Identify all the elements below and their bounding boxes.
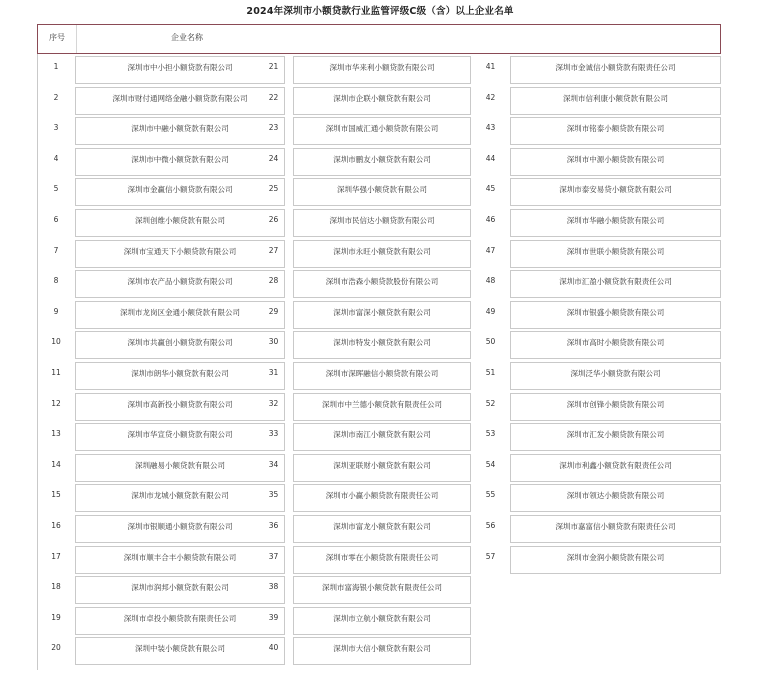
row-number: 51 — [485, 368, 496, 377]
row-number: 1 — [53, 62, 59, 71]
company-name: 深圳融易小额贷款有限公司 — [75, 454, 285, 482]
company-name: 深圳市领达小额贷款有限公司 — [510, 484, 721, 512]
row-number: 55 — [485, 490, 496, 499]
row-number: 25 — [268, 184, 279, 193]
company-name: 深圳市金润小额贷款有限公司 — [510, 546, 721, 574]
row-number: 54 — [485, 460, 496, 469]
row-number: 42 — [485, 93, 496, 102]
row-number: 57 — [485, 552, 496, 561]
company-name: 深圳市中小担小额贷款有限公司 — [75, 56, 285, 84]
row-number: 22 — [268, 93, 279, 102]
row-number: 52 — [485, 399, 496, 408]
row-number: 6 — [53, 215, 59, 224]
company-name: 深圳市富海银小额贷款有限责任公司 — [293, 576, 471, 604]
company-name: 深圳市中微小额贷款有限公司 — [75, 148, 285, 176]
row-number: 28 — [268, 276, 279, 285]
row-number: 34 — [268, 460, 279, 469]
row-number: 5 — [53, 184, 59, 193]
company-name: 深圳亚联财小额贷款有限公司 — [293, 454, 471, 482]
header-seq: 序号 — [49, 33, 65, 42]
row-number: 15 — [51, 490, 61, 499]
company-name: 深圳市创锋小额贷款有限公司 — [510, 393, 721, 421]
company-name: 深圳市国威汇通小额贷款有限公司 — [293, 117, 471, 145]
row-number: 3 — [53, 123, 59, 132]
company-name: 深圳中装小额贷款有限公司 — [75, 637, 285, 665]
row-number: 27 — [268, 246, 279, 255]
company-name: 深圳泛华小额贷款有限公司 — [510, 362, 721, 390]
row-number: 56 — [485, 521, 496, 530]
row-number: 12 — [51, 399, 61, 408]
company-name: 深圳市顺丰合丰小额贷款有限公司 — [75, 546, 285, 574]
company-name: 深圳市利鑫小额贷款有限责任公司 — [510, 454, 721, 482]
row-number: 7 — [53, 246, 59, 255]
company-name: 深圳市鹏友小额贷款有限公司 — [293, 148, 471, 176]
company-name: 深圳市大信小额贷款有限公司 — [293, 637, 471, 665]
company-name: 深圳市汇发小额贷款有限公司 — [510, 423, 721, 451]
company-name: 深圳创维小额贷款有限公司 — [75, 209, 285, 237]
company-name: 深圳市富深小额贷款有限公司 — [293, 301, 471, 329]
company-name: 深圳市南江小额贷款有限公司 — [293, 423, 471, 451]
company-name: 深圳市永旺小额贷款有限公司 — [293, 240, 471, 268]
company-name: 深圳市龙城小额贷款有限公司 — [75, 484, 285, 512]
row-number: 16 — [51, 521, 61, 530]
company-name: 深圳市富龙小额贷款有限公司 — [293, 515, 471, 543]
company-name: 深圳市浩森小额贷款股份有限公司 — [293, 270, 471, 298]
row-number: 8 — [53, 276, 59, 285]
company-name: 深圳市中兰德小额贷款有限责任公司 — [293, 393, 471, 421]
company-name: 深圳市泰安易贷小额贷款有限公司 — [510, 178, 721, 206]
company-name: 深圳市银顺通小额贷款有限公司 — [75, 515, 285, 543]
company-name: 深圳市特发小额贷款有限公司 — [293, 331, 471, 359]
row-number: 44 — [485, 154, 496, 163]
company-name: 深圳市铭泰小额贷款有限公司 — [510, 117, 721, 145]
row-number: 14 — [51, 460, 61, 469]
company-name: 深圳市财付通网络金融小额贷款有限公司 — [75, 87, 285, 115]
company-name: 深圳市嘉富信小额贷款有限责任公司 — [510, 515, 721, 543]
company-name: 深圳市信利康小额贷款有限公司 — [510, 87, 721, 115]
table-header — [37, 24, 721, 54]
company-name: 深圳市润邦小额贷款有限公司 — [75, 576, 285, 604]
company-name: 深圳市金诚信小额贷款有限责任公司 — [510, 56, 721, 84]
row-number: 2 — [53, 93, 59, 102]
row-number: 39 — [268, 613, 279, 622]
row-number: 19 — [51, 613, 61, 622]
row-number: 24 — [268, 154, 279, 163]
company-name: 深圳市农产品小额贷款有限公司 — [75, 270, 285, 298]
company-name: 深圳华强小额贷款有限公司 — [293, 178, 471, 206]
row-number: 30 — [268, 337, 279, 346]
row-number: 53 — [485, 429, 496, 438]
company-name: 深圳市民信达小额贷款有限公司 — [293, 209, 471, 237]
row-number: 31 — [268, 368, 279, 377]
row-number: 41 — [485, 62, 496, 71]
company-name: 深圳市朗华小额贷款有限公司 — [75, 362, 285, 390]
company-name: 深圳市零在小额贷款有限责任公司 — [293, 546, 471, 574]
row-number: 23 — [268, 123, 279, 132]
row-number: 4 — [53, 154, 59, 163]
row-number: 40 — [268, 643, 279, 652]
row-number: 33 — [268, 429, 279, 438]
company-name: 深圳市小赢小额贷款有限责任公司 — [293, 484, 471, 512]
company-name: 深圳市世联小额贷款有限公司 — [510, 240, 721, 268]
row-number: 20 — [51, 643, 61, 652]
row-number: 10 — [51, 337, 61, 346]
company-name: 深圳市汇盈小额贷款有限责任公司 — [510, 270, 721, 298]
company-name: 深圳市共赢创小额贷款有限公司 — [75, 331, 285, 359]
company-name: 深圳市中融小额贷款有限公司 — [75, 117, 285, 145]
row-number: 32 — [268, 399, 279, 408]
row-number: 29 — [268, 307, 279, 316]
row-number: 48 — [485, 276, 496, 285]
row-number: 50 — [485, 337, 496, 346]
row-number: 36 — [268, 521, 279, 530]
company-name: 深圳市华融小额贷款有限公司 — [510, 209, 721, 237]
row-number: 37 — [268, 552, 279, 561]
row-number: 45 — [485, 184, 496, 193]
row-number: 11 — [51, 368, 61, 377]
page-title: 2024年深圳市小额贷款行业监管评级C级（含）以上企业名单 — [246, 6, 514, 17]
row-number: 17 — [51, 552, 61, 561]
row-number: 9 — [53, 307, 59, 316]
company-name: 深圳市深晖融信小额贷款有限公司 — [293, 362, 471, 390]
company-name: 深圳市华宣贷小额贷款有限公司 — [75, 423, 285, 451]
row-number: 18 — [51, 582, 61, 591]
row-number: 13 — [51, 429, 61, 438]
row-number: 38 — [268, 582, 279, 591]
company-name: 深圳市高时小额贷款有限公司 — [510, 331, 721, 359]
company-name: 深圳市银盛小额贷款有限公司 — [510, 301, 721, 329]
company-name: 深圳市卓投小额贷款有限责任公司 — [75, 607, 285, 635]
row-number: 49 — [485, 307, 496, 316]
row-number: 26 — [268, 215, 279, 224]
row-number: 21 — [268, 62, 279, 71]
row-number: 35 — [268, 490, 279, 499]
header-name: 企业名称 — [171, 33, 203, 42]
company-name: 深圳市企联小额贷款有限公司 — [293, 87, 471, 115]
company-name: 深圳市宝通天下小额贷款有限公司 — [75, 240, 285, 268]
company-name: 深圳市金赢信小额贷款有限公司 — [75, 178, 285, 206]
row-number: 47 — [485, 246, 496, 255]
company-name: 深圳市立航小额贷款有限公司 — [293, 607, 471, 635]
company-name: 深圳市龙岗区金通小额贷款有限公司 — [75, 301, 285, 329]
company-name: 深圳市华来利小额贷款有限公司 — [293, 56, 471, 84]
company-name: 深圳市中源小额贷款有限公司 — [510, 148, 721, 176]
row-number: 46 — [485, 215, 496, 224]
row-number: 43 — [485, 123, 496, 132]
company-name: 深圳市高新投小额贷款有限公司 — [75, 393, 285, 421]
